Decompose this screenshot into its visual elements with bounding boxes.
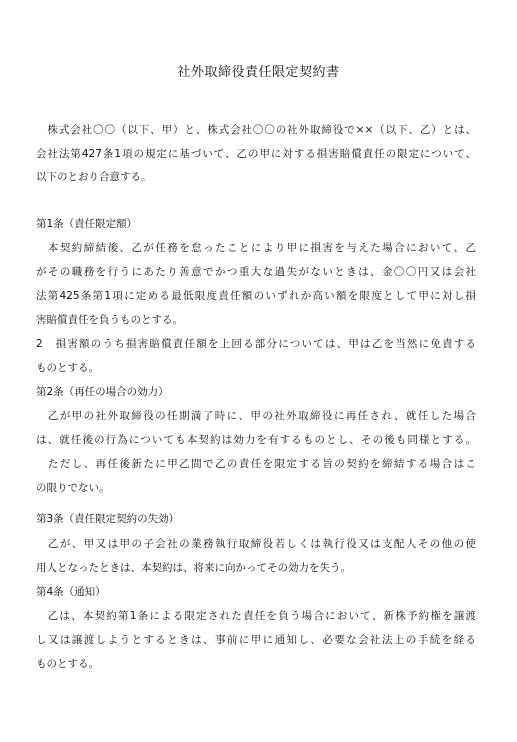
article1-line-2: がその職務を行うにあたり善意でかつ重大な過失がないときは、金〇〇円又は会社 xyxy=(36,266,476,278)
preamble-line-3: 以下のとおり合意する。 xyxy=(36,171,152,183)
article1-line-6: ものとする。 xyxy=(36,362,99,374)
article2-heading: 第2条（再任の場合の効力） xyxy=(36,386,169,398)
article2-line-4: の限りでない。 xyxy=(36,482,110,494)
article2-line-3: ただし、再任後新たに甲乙間で乙の責任を限定する旨の契約を締結する場合はこ xyxy=(36,458,476,470)
preamble-line-2: 会社法第427条1項の規定に基づいて、乙の甲に対する損害賠償責任の限定について、 xyxy=(36,148,476,160)
article4-line-3: ものとする。 xyxy=(36,658,99,670)
article1-heading: 第1条（責任限定額） xyxy=(36,218,138,230)
article3-heading: 第3条（責任限定契約の失効） xyxy=(36,513,180,525)
article4-heading: 第4条（通知） xyxy=(36,586,106,598)
article1-line-1: 本契約締結後、乙が任務を怠ったことにより甲に損害を与えた場合において、乙 xyxy=(36,242,476,254)
article1-line-5: 2 損害額のうち損害賠償責任額を上回る部分については、甲は乙を当然に免責する xyxy=(36,338,476,350)
article4-line-2: し又は譲渡しようとするときは、事前に甲に通知し、必要な会社法上の手続を経る xyxy=(36,634,476,646)
article3-line-1: 乙が、甲又は甲の子会社の業務執行取締役若しくは執行役又は支配人その他の使 xyxy=(36,538,476,550)
article1-line-4: 害賠償責任を負うものとする。 xyxy=(36,314,183,326)
preamble-line-1: 株式会社〇〇（以下、甲）と、株式会社〇〇の社外取締役で××（以下、乙）とは、 xyxy=(36,124,476,136)
document-title: 社外取締役責任限定契約書 xyxy=(177,65,340,80)
article2-line-2: は、就任後の行為についても本契約は効力を有するものとし、その後も同様とする。 xyxy=(36,434,476,446)
article3-line-2: 用人となったときは、本契約は、将来に向かってその効力を失う。 xyxy=(36,562,351,574)
article2-line-1: 乙が甲の社外取締役の任期満了時に、甲の社外取締役に再任され、就任した場合 xyxy=(36,410,476,422)
article4-line-1: 乙は、本契約第1条による限定された責任を負う場合において、新株予約権を譲渡 xyxy=(36,610,476,622)
article1-line-3: 法第425条第1項に定める最低限度責任額のいずれか高い額を限度として甲に対し損 xyxy=(36,290,476,302)
